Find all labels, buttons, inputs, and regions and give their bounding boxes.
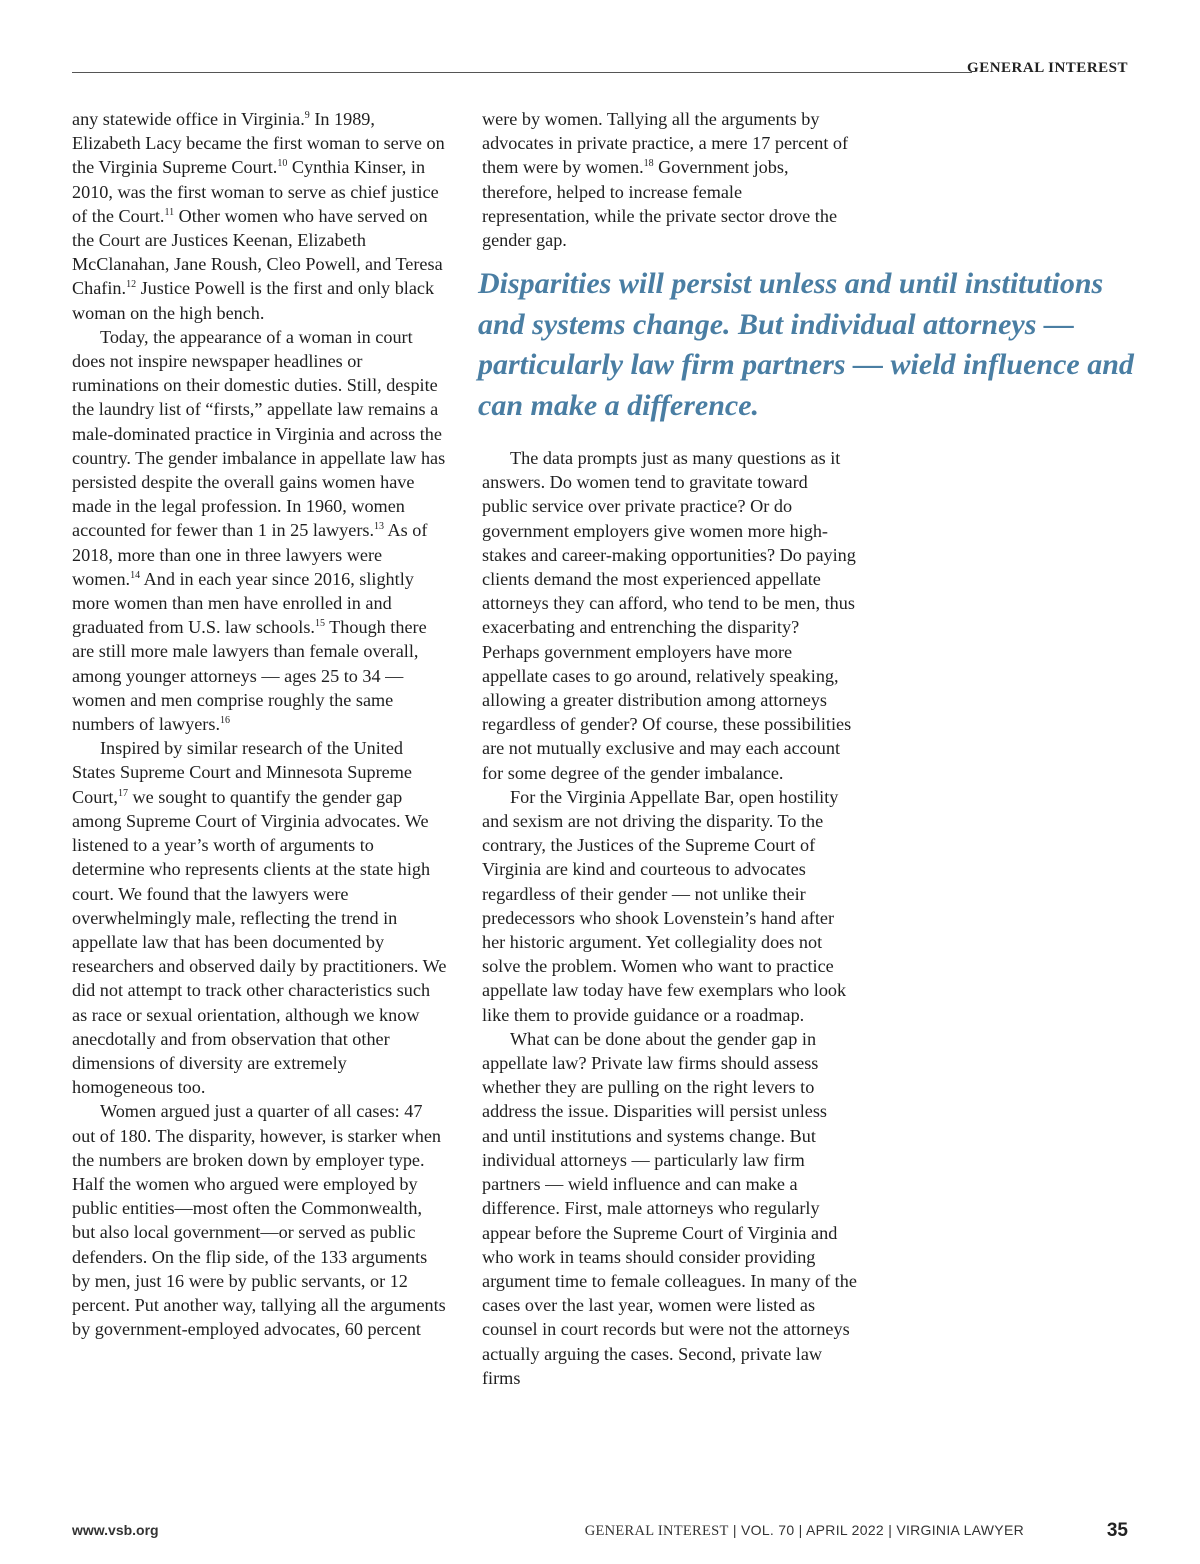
paragraph: Today, the appearance of a woman in court does not inspire newspaper headlines or ruminations on their domestic duties. Still, despite the laundry list of “firsts,” appellate law remains a male-dominated practice in Virginia and across the country. The gender imbalance in appellate law has persisted despite the overall gains women have made in the legal profession. In 1960, women accounted for fewer than 1 in 25 lawyers.$^{13}$ As of 2018, more than one in three lawyers were women.$^{14}$ And in each year since 2016, slightly more women than men have enrolled in and graduated from U.S. law schools.$^{15}$ Though there are still more male lawyers than female overall, among younger attorneys — ages 25 to 34 — women and men comprise roughly the same numbers of lawyers.$^{16}$ bbox=[72, 326, 446, 735]
footnote-ref[interactable]: 18 bbox=[643, 158, 654, 170]
paragraph: For the Virginia Appellate Bar, open hostility and sexism are not driving the disparity. To the contrary, the Justices of the Supreme Court of Virginia are kind and courteous to advocates regardless of their gender — not unlike their predecessors who shook Lovenstein’s hand after her historic argument. Yet collegiality does not solve the problem. Women who want to practice appellate law today have few exemplars who look like them to provide guidance or a roadmap. bbox=[482, 786, 847, 1025]
column-right-top bbox=[482, 107, 854, 252]
paragraph: Women argued just a quarter of all cases: 47 out of 180. The disparity, however, is starker when the numbers are broken down by employer type. Half the women who argued were employed by public entities—most often the Commonwealth, but also local government—or served as public defenders. On the flip side, of the 133 arguments by men, just 16 were by public servants, or 12 percent. Put another way, tallying all the arguments by government-employed advocates, 60 percent bbox=[72, 1101, 446, 1340]
section-label: GENERAL INTEREST bbox=[967, 60, 1128, 76]
paragraph: Inspired by similar research of the United States Supreme Court and Minnesota Supreme Court,$^{17}$ we sought to quantify the gender gap among Supreme Court of Virginia advocates. We listened to a year’s worth of arguments to determine who represents clients at the state high court. We found that the lawyers were overwhelmingly male, reflecting the trend in appellate law that has been documented by researchers and observed daily by practitioners. We did not attempt to track other characteristics such as race or sexual orientation, although we know anecdotally and from observation that other dimensions of diversity are extremely homogeneous too. bbox=[72, 738, 447, 1098]
footer-website[interactable]: www.vsb.org bbox=[72, 1522, 159, 1538]
page-number: 35 bbox=[1106, 1520, 1128, 1541]
footnote-ref[interactable]: 14 bbox=[130, 569, 141, 581]
paragraph: any statewide office in Virginia.$^9$ In 1989, Elizabeth Lacy became the first woman to serve on the Virginia Supreme Court.$^{10}$ Cynthia Kinser, in 2010, was the first woman to serve as chief justice of the Court.$^{11}$ Other women who have served on the Court are Justices Keenan, Elizabeth McClanahan, Jane Roush, Cleo Powell, and Teresa Chafin.$^{12}$ Justice Powell is the first and only black woman on the high bench. bbox=[72, 109, 445, 323]
footnote-ref[interactable]: 10 bbox=[277, 158, 288, 170]
footnote-ref[interactable]: 17 bbox=[117, 787, 128, 799]
footer-issue-info bbox=[585, 1522, 1024, 1540]
pull-quote: Disparities will persist unless and until institutions and systems change. But individual attorneys — particularly law firm partners — wield influence and can make a difference. bbox=[478, 267, 1134, 422]
paragraph: were by women. Tallying all the arguments by advocates in private practice, a mere 17 percent of them were by women.$^{18}$ Government jobs, therefore, helped to increase female representation, while the private sector drove the gender gap. bbox=[482, 109, 849, 251]
footnote-ref[interactable]: 12 bbox=[126, 279, 137, 291]
footnote-ref[interactable]: 16 bbox=[220, 715, 230, 727]
paragraph: The data prompts just as many questions as it answers. Do women tend to gravitate toward public service over private practice? Or do government employers give women more high-stakes and career-making opportunities? Do paying clients demand the most experienced appellate attorneys they can afford, who tend to be men, thus exacerbating and entrenching the disparity? Perhaps government employers have more appellate cases to go around, relatively speaking, allowing a greater distribution among attorneys regardless of gender? Of course, these possibilities are not mutually exclusive and may each account for some degree of the gender imbalance. bbox=[482, 448, 856, 783]
paragraph: What can be done about the gender gap in appellate law? Private law firms should assess whether they are pulling on the right levers to address the issue. Disparities will persist unless and until institutions and systems change. But individual attorneys — particularly law firm partners — wield influence and can make a difference. First, male attorneys who regularly appear before the Supreme Court of Virginia and who work in teams should consider providing argument time to female colleagues. In many of the cases over the last year, women were listed as counsel in court records but were not the attorneys actually arguing the cases. Second, private law firms bbox=[482, 1028, 857, 1388]
header-rule bbox=[72, 72, 972, 73]
footnote-ref[interactable]: 11 bbox=[164, 206, 175, 218]
footer-issue: | VOL. 70 | APRIL 2022 | VIRGINIA LAWYER bbox=[728, 1522, 1024, 1538]
footnote-ref[interactable]: 15 bbox=[314, 618, 325, 630]
footnote-ref[interactable]: 9 bbox=[304, 109, 310, 121]
footnote-ref[interactable]: 13 bbox=[374, 521, 384, 533]
column-left bbox=[72, 107, 448, 1341]
footer-section: GENERAL INTEREST bbox=[584, 1523, 729, 1539]
column-right-bottom bbox=[482, 446, 857, 1390]
